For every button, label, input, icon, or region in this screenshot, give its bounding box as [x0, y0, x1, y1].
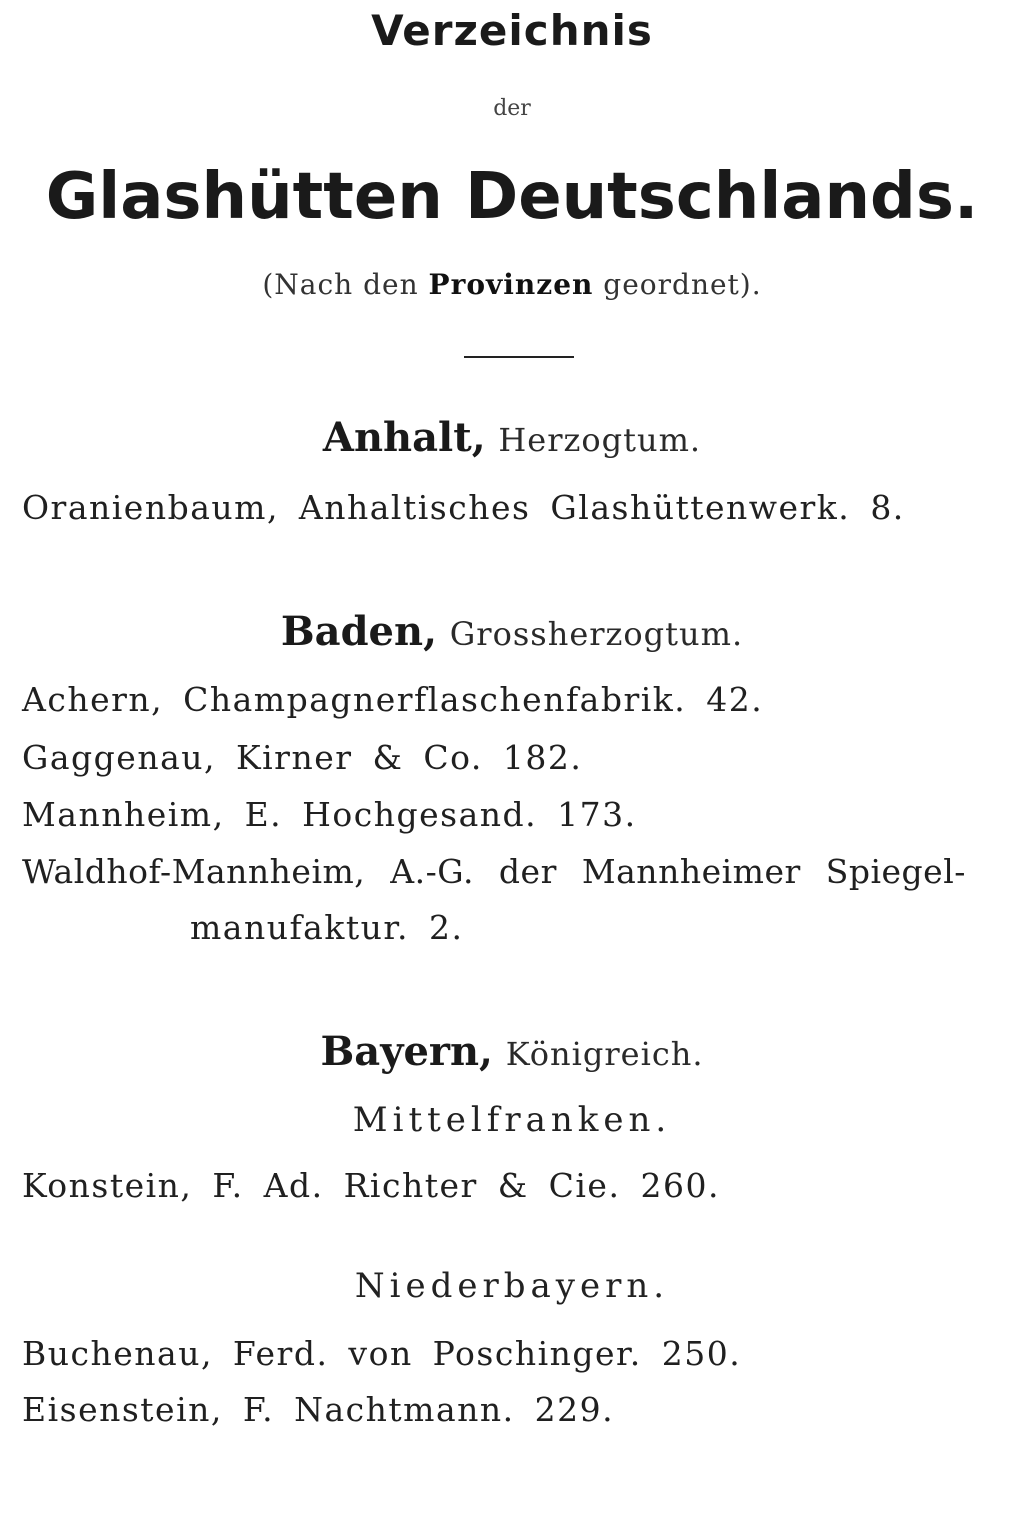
section-name: Bayern,	[320, 1028, 493, 1075]
subtitle	[0, 268, 1024, 301]
region-heading-mittelfranken: Mittelfranken.	[352, 1100, 672, 1140]
entry-number: 2.	[429, 908, 464, 947]
section-kind: Grossherzogtum.	[449, 615, 744, 653]
subtitle-bold: Provinzen	[428, 268, 594, 301]
entry-text: Mannheim, E. Hochgesand.	[22, 795, 538, 834]
main-title: Glashütten Deutschlands.	[45, 160, 979, 234]
entry-text: Waldhof-Mannheim, A.-G. der Mannheimer Spiegel-	[22, 852, 966, 891]
entry-text: Konstein, F. Ad. Richter & Cie.	[22, 1166, 621, 1205]
list-item	[22, 1390, 614, 1429]
entry-text: Buchenau, Ferd. von Poschinger.	[22, 1334, 642, 1373]
list-item	[22, 852, 966, 891]
page-title: Verzeichnis	[371, 6, 653, 55]
entry-number: 182.	[502, 738, 583, 777]
title-divider	[464, 356, 574, 358]
section-name: Baden,	[280, 608, 438, 655]
entry-number: 42.	[706, 680, 764, 719]
section-heading-baden	[0, 608, 1024, 655]
section-kind: Herzogtum.	[498, 421, 702, 459]
list-item	[22, 488, 905, 527]
section-name: Anhalt,	[322, 414, 486, 461]
subtitle-post: geordnet).	[603, 268, 762, 301]
entry-text: Gaggenau, Kirner & Co.	[22, 738, 483, 777]
entry-text: Achern, Champagnerflaschenfabrik.	[22, 680, 687, 719]
entry-number: 173.	[557, 795, 637, 834]
list-item	[22, 795, 637, 834]
entry-number: 250.	[661, 1334, 742, 1373]
section-kind: Königreich.	[505, 1035, 704, 1073]
subtitle-pre: (Nach den	[262, 268, 419, 301]
list-item	[190, 908, 464, 947]
list-item	[22, 1334, 741, 1373]
section-heading-anhalt	[0, 414, 1024, 461]
entry-text: Oranienbaum, Anhaltisches Glashüttenwerk.	[22, 488, 851, 527]
section-heading-bayern	[0, 1028, 1024, 1075]
list-item	[22, 738, 582, 777]
entry-number: 229.	[534, 1390, 615, 1429]
region-heading-niederbayern: Niederbayern.	[354, 1266, 670, 1306]
list-item	[22, 680, 763, 719]
title-connector: der	[493, 96, 531, 121]
entry-text: Eisenstein, F. Nachtmann.	[22, 1390, 515, 1429]
entry-text: manufaktur.	[190, 908, 410, 947]
list-item	[22, 1166, 720, 1205]
entry-number: 8.	[870, 488, 905, 527]
entry-number: 260.	[640, 1166, 720, 1205]
